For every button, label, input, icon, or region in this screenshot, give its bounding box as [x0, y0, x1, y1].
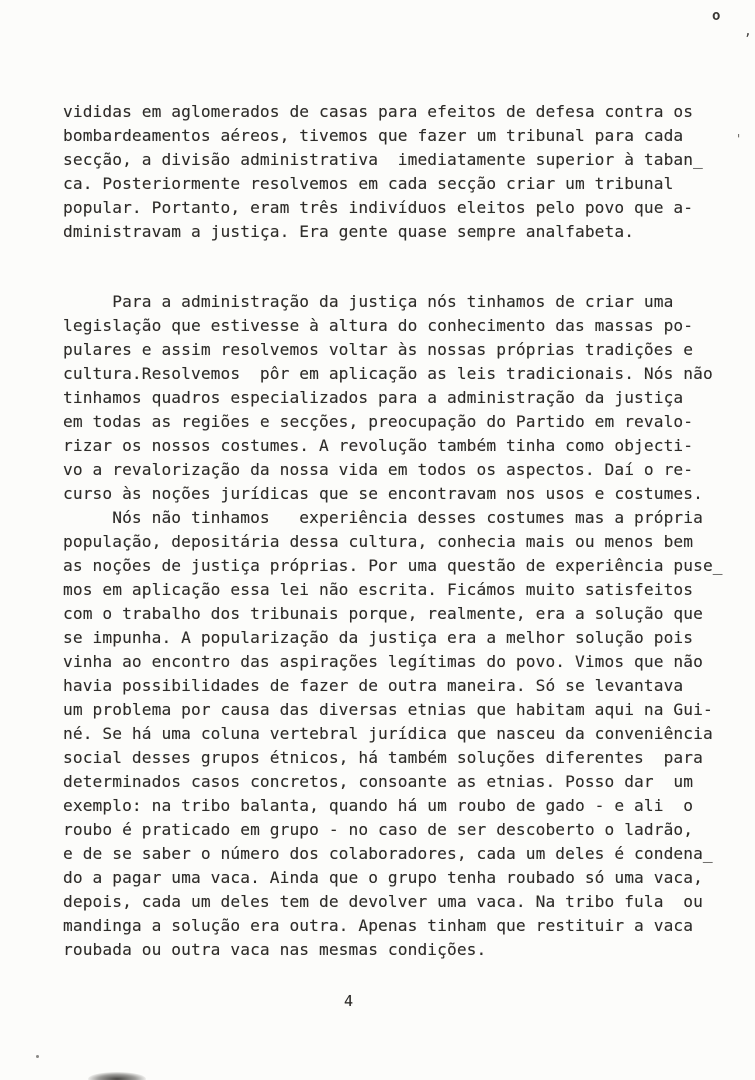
text-line: popular. Portanto, eram três indivíduos eleitos pelo povo que a- — [63, 198, 694, 217]
paragraph-2 — [63, 290, 723, 506]
text-line: tinhamos quadros especializados para a administração da justiça — [63, 388, 684, 407]
typewritten-text-block — [63, 100, 723, 962]
text-line: legislação que estivesse à altura do conhecimento das massas po- — [63, 316, 694, 335]
page-number: 4 — [344, 992, 354, 1010]
text-line: curso às noções jurídicas que se encontravam nos usos e costumes. — [63, 484, 703, 503]
text-line: determinados casos concretos, consoante as etnias. Posso dar um — [63, 772, 694, 791]
text-line: rizar os nossos costumes. A revolução também tinha como objecti- — [63, 436, 694, 455]
text-line: Para a administração da justiça nós tinhamos de criar uma — [63, 292, 674, 311]
scan-smudge-dot — [36, 1055, 39, 1058]
scan-artifact-comma: , — [744, 24, 752, 39]
text-line: vididas em aglomerados de casas para efeitos de defesa contra os — [63, 102, 694, 121]
text-line: as noções de justiça próprias. Por uma questão de experiência puse̲ — [63, 556, 723, 575]
text-line: ca. Posteriormente resolvemos em cada secção criar um tribunal — [63, 174, 674, 193]
text-line: depois, cada um deles tem de devolver uma vaca. Na tribo fula ou — [63, 892, 703, 911]
text-line: se impunha. A popularização da justiça era a melhor solução pois — [63, 628, 694, 647]
text-line: mos em aplicação essa lei não escrita. Ficámos muito satisfeitos — [63, 580, 694, 599]
text-line: do a pagar uma vaca. Ainda que o grupo tenha roubado só uma vaca, — [63, 868, 703, 887]
text-line: havia possibilidades de fazer de outra maneira. Só se levantava — [63, 676, 684, 695]
text-line: vinha ao encontro das aspirações legítimas do povo. Vimos que não — [63, 652, 703, 671]
text-line: população, depositária dessa cultura, conhecia mais ou menos bem — [63, 532, 694, 551]
text-line: pulares e assim resolvemos voltar às nossas próprias tradições e — [63, 340, 694, 359]
text-line: né. Se há uma coluna vertebral jurídica que nasceu da conveniência — [63, 724, 713, 743]
text-line: Nós não tinhamos experiência desses costumes mas a própria — [63, 508, 703, 527]
text-line: roubo é praticado em grupo - no caso de ser descoberto o ladrão, — [63, 820, 694, 839]
text-line: um problema por causa das diversas etnias que habitam aqui na Gui- — [63, 700, 713, 719]
scan-smudge — [88, 1072, 146, 1080]
text-line: secção, a divisão administrativa imediatamente superior à taban̲ — [63, 150, 703, 169]
text-line: roubada ou outra vaca nas mesmas condições. — [63, 940, 487, 959]
text-line: exemplo: na tribo balanta, quando há um roubo de gado - e ali o — [63, 796, 694, 815]
text-line: em todas as regiões e secções, preocupação do Partido em revalo- — [63, 412, 694, 431]
paragraph-3 — [63, 506, 723, 962]
text-line: vo a revalorização da nossa vida em todos os aspectos. Daí o re- — [63, 460, 694, 479]
text-line: dministravam a justiça. Era gente quase sempre analfabeta. — [63, 222, 635, 241]
paragraph-1 — [63, 100, 723, 244]
scan-artifact-speck: ' — [735, 132, 743, 146]
text-line: bombardeamentos aéreos, tivemos que fazer um tribunal para cada — [63, 126, 684, 145]
text-line: com o trabalho dos tribunais porque, realmente, era a solução que — [63, 604, 703, 623]
scan-artifact-ring: o — [712, 8, 721, 24]
text-line: social desses grupos étnicos, há também soluções diferentes para — [63, 748, 703, 767]
text-line: e de se saber o número dos colaboradores, cada um deles é condena̲ — [63, 844, 713, 863]
text-line: cultura.Resolvemos pôr em aplicação as leis tradicionais. Nós não — [63, 364, 713, 383]
text-line: mandinga a solução era outra. Apenas tinham que restituir a vaca — [63, 916, 694, 935]
